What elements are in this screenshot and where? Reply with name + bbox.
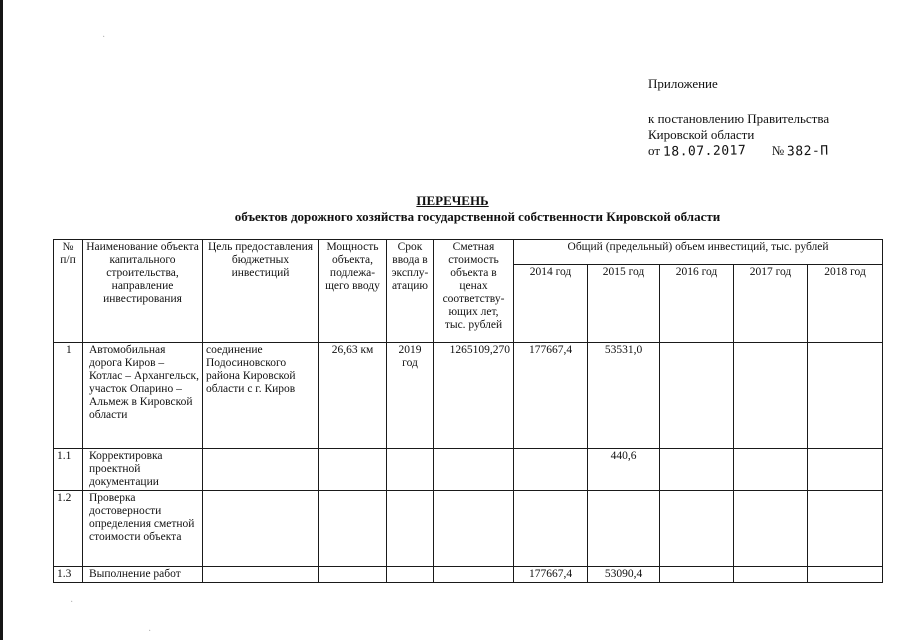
scan-speck: · — [148, 626, 152, 637]
cell-name: Выполнение работ — [83, 567, 203, 583]
cell-2016 — [660, 491, 734, 567]
header-term: Срок ввода в эксплу-атацию — [387, 240, 434, 343]
number-prefix: № — [771, 143, 785, 158]
appendix-label: Приложение — [648, 76, 718, 91]
cell-name: Автомобильная дорога Киров – Котлас – Архангельск, участок Опарино – Альмеж в Кировской области — [83, 343, 203, 449]
header-goal: Цель предоставления бюджетных инвестиций — [203, 240, 319, 343]
cell-2017 — [734, 567, 808, 583]
header-year-2017: 2017 год — [734, 265, 808, 343]
cell-cost — [434, 449, 514, 491]
cell-2018 — [808, 491, 883, 567]
handwritten-number: 382-П — [787, 143, 830, 160]
document-subtitle: объектов дорожного хозяйства государственной собственности Кировской области — [234, 209, 721, 224]
scan-speck: · — [102, 32, 106, 43]
cell-2015 — [588, 491, 660, 567]
table-row — [54, 567, 883, 583]
cell-2018 — [808, 343, 883, 449]
cell-name: Проверка достоверности определения сметной стоимости объекта — [83, 491, 203, 567]
scan-left-edge — [0, 0, 3, 640]
document-title: ПЕРЕЧЕНЬ — [416, 193, 489, 208]
header-year-2018: 2018 год — [808, 265, 883, 343]
cell-2017 — [734, 491, 808, 567]
cell-cost — [434, 491, 514, 567]
cell-2015: 440,6 — [588, 449, 660, 491]
cell-goal — [203, 449, 319, 491]
table-row — [54, 343, 883, 449]
cell-capacity — [319, 491, 387, 567]
scan-speck: · — [70, 597, 74, 608]
handwritten-date: 18.07.2017 — [663, 143, 747, 160]
appendix-block — [648, 76, 829, 160]
cell-2018 — [808, 567, 883, 583]
cell-2016 — [660, 343, 734, 449]
cell-capacity — [319, 567, 387, 583]
objects-table — [53, 239, 883, 583]
document-heading — [0, 193, 905, 225]
cell-term — [387, 449, 434, 491]
cell-num: 1.2 — [54, 491, 83, 567]
cell-2014 — [514, 449, 588, 491]
cell-capacity: 26,63 км — [319, 343, 387, 449]
cell-num: 1 — [54, 343, 83, 449]
cell-goal — [203, 491, 319, 567]
header-year-2014: 2014 год — [514, 265, 588, 343]
cell-2014: 177667,4 — [514, 343, 588, 449]
cell-num: 1.1 — [54, 449, 83, 491]
table-row — [54, 491, 883, 567]
cell-2017 — [734, 449, 808, 491]
header-name: Наименование объекта капитального строительства, направление инвестирования — [83, 240, 203, 343]
cell-capacity — [319, 449, 387, 491]
cell-2017 — [734, 343, 808, 449]
cell-2014: 177667,4 — [514, 567, 588, 583]
cell-cost — [434, 567, 514, 583]
cell-num: 1.3 — [54, 567, 83, 583]
header-year-2015: 2015 год — [588, 265, 660, 343]
cell-2014 — [514, 491, 588, 567]
header-num: № п/п — [54, 240, 83, 343]
cell-term — [387, 491, 434, 567]
cell-goal — [203, 567, 319, 583]
cell-term — [387, 567, 434, 583]
table-row — [54, 449, 883, 491]
cell-2015: 53090,4 — [588, 567, 660, 583]
cell-goal: соединение Подосиновского района Кировской области с г. Киров — [203, 343, 319, 449]
cell-cost: 1265109,270 — [434, 343, 514, 449]
header-cost: Сметная стоимость объекта в ценах соответству-ющих лет, тыс. рублей — [434, 240, 514, 343]
cell-2015: 53531,0 — [588, 343, 660, 449]
cell-name: Корректировка проектной документации — [83, 449, 203, 491]
header-year-2016: 2016 год — [660, 265, 734, 343]
decree-line-1: к постановлению Правительства — [648, 111, 830, 126]
decree-line-2: Кировской области — [648, 127, 755, 142]
header-row — [54, 240, 883, 265]
cell-term: 2019 год — [387, 343, 434, 449]
header-investment-group: Общий (предельный) объем инвестиций, тыс. рублей — [514, 240, 883, 265]
cell-2018 — [808, 449, 883, 491]
cell-2016 — [660, 567, 734, 583]
header-capacity: Мощность объекта, подлежа-щего вводу — [319, 240, 387, 343]
date-prefix: от — [648, 143, 661, 158]
decree-date-line — [648, 143, 829, 160]
cell-2016 — [660, 449, 734, 491]
